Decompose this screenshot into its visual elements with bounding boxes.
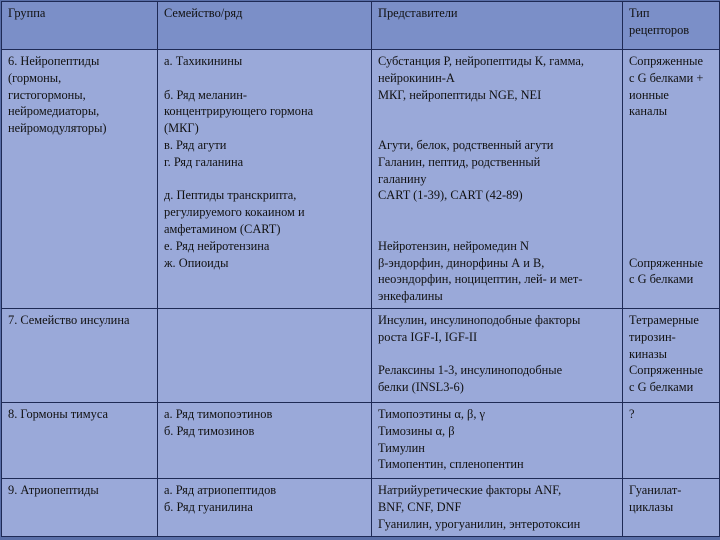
cell-family (158, 403, 372, 479)
blank-line (629, 187, 713, 204)
cell-family-text (164, 53, 365, 271)
header-group-text (8, 5, 151, 22)
header-members (372, 2, 623, 50)
text-line: 7. Семейство инсулина (8, 313, 130, 327)
text-line: Семейство/ряд (164, 6, 243, 20)
text-line: 6. Нейропептиды (8, 54, 100, 68)
text-line: BNF, CNF, DNF (378, 499, 462, 514)
table-row (2, 479, 720, 537)
text-line: с G белками (629, 272, 694, 287)
text-line: циклазы (629, 499, 674, 514)
cell-family (158, 50, 372, 309)
text-line: амфетамином (CART) (164, 221, 281, 236)
header-row (2, 2, 720, 50)
text-line: а. Тахикинины (164, 54, 243, 68)
text-line: гистогормоны, (8, 87, 86, 102)
text-line: β-эндорфин, динорфины А и В, (378, 255, 545, 270)
text-line: г. Ряд галанина (164, 154, 244, 169)
text-line: Сопряженные (629, 255, 703, 270)
cell-family-text (164, 406, 365, 440)
cell-members (372, 50, 623, 309)
text-line: киназы (629, 346, 668, 361)
text-line: (гормоны, (8, 70, 62, 85)
text-line: концентрирующего гормона (164, 104, 314, 119)
cell-members-text (378, 53, 616, 305)
text-line: Группа (8, 6, 46, 20)
blank-line (629, 221, 713, 238)
text-line: Тимулин (378, 440, 425, 455)
cell-members (372, 479, 623, 537)
text-line: Тимопоэтины α, β, γ (378, 407, 485, 421)
header-receptors (623, 2, 720, 50)
blank-line (164, 312, 365, 329)
table-row (2, 309, 720, 403)
text-line: нейромедиаторы, (8, 104, 100, 119)
text-line: Представители (378, 6, 458, 20)
text-line: Релаксины 1-3, инсулиноподобные (378, 363, 563, 378)
text-line: Сопряженные (629, 54, 703, 68)
cell-receptors-text (629, 53, 713, 288)
text-line: неоэндорфин, ноцицептин, лей- и мет- (378, 272, 583, 287)
text-line: CART (1-39), CART (42-89) (378, 188, 523, 203)
text-line: рецепторов (629, 22, 690, 37)
text-line: роста IGF-I, IGF-II (378, 329, 478, 344)
text-line: каналы (629, 104, 668, 119)
text-line: с G белками + (629, 70, 704, 85)
text-line: б. Ряд меланин- (164, 87, 248, 102)
text-line: Гуанилат- (629, 483, 682, 497)
text-line: ж. Опиоиды (164, 255, 229, 270)
text-line: тирозин- (629, 329, 676, 344)
cell-receptors (623, 479, 720, 537)
cell-receptors (623, 403, 720, 479)
text-line: (МКГ) (164, 121, 199, 136)
cell-members-text (378, 482, 616, 532)
text-line: галанину (378, 171, 427, 186)
blank-line (378, 103, 616, 120)
header-group (2, 2, 158, 50)
text-line: Натрийуретические факторы ANF, (378, 483, 562, 497)
blank-line (629, 137, 713, 154)
text-line: МКГ, нейропептиды NGE, NEI (378, 87, 542, 102)
text-line: б. Ряд гуанилина (164, 499, 253, 514)
cell-group (2, 50, 158, 309)
text-line: Агути, белок, родственный агути (378, 137, 554, 152)
text-line: белки (INSL3-6) (378, 380, 464, 395)
text-line: Тип (629, 6, 650, 20)
cell-members-text (378, 312, 616, 396)
cell-receptors-text (629, 482, 713, 516)
cell-receptors (623, 309, 720, 403)
cell-group-text (8, 53, 151, 137)
header-family-text (164, 5, 365, 22)
text-line: Галанин, пептид, родственный (378, 154, 541, 169)
blank-line (378, 204, 616, 221)
text-line: Тимопентин, спленопентин (378, 457, 524, 472)
text-line: 8. Гормоны тимуса (8, 407, 108, 421)
text-line: регулируемого кокаином и (164, 205, 305, 220)
blank-line (629, 154, 713, 171)
cell-receptors-text (629, 406, 713, 423)
text-line: е. Ряд нейротензина (164, 238, 270, 253)
text-line: а. Ряд атриопептидов (164, 483, 277, 497)
cell-family-text (164, 312, 365, 329)
text-line: Тетрамерные (629, 313, 699, 327)
cell-receptors (623, 50, 720, 309)
cell-members (372, 403, 623, 479)
cell-members-text (378, 406, 616, 473)
text-line: с G белками (629, 380, 694, 395)
header-receptors-text (629, 5, 713, 39)
cell-family-text (164, 482, 365, 516)
cell-group (2, 309, 158, 403)
text-line: нейромодуляторы) (8, 121, 107, 136)
table-row (2, 50, 720, 309)
cell-family (158, 309, 372, 403)
table-row (2, 403, 720, 479)
blank-line (629, 171, 713, 188)
blank-line (629, 238, 713, 255)
cell-group-text (8, 482, 151, 499)
text-line: ионные (629, 87, 669, 102)
text-line: 9. Атриопептиды (8, 483, 99, 497)
peptide-classification-table (1, 1, 720, 537)
blank-line (629, 120, 713, 137)
text-line: Сопряженные (629, 363, 703, 378)
text-line: Субстанция Р, нейропептиды К, гамма, (378, 54, 585, 68)
header-members-text (378, 5, 616, 22)
cell-group-text (8, 406, 151, 423)
text-line: Нейротензин, нейромедин N (378, 238, 529, 253)
text-line: Тимозины α, β (378, 423, 455, 438)
cell-group (2, 479, 158, 537)
text-line: энкефалины (378, 289, 443, 304)
text-line: б. Ряд тимозинов (164, 423, 255, 438)
text-line: Гуанилин, урогуанилин, энтеротоксин (378, 516, 581, 531)
blank-line (164, 171, 365, 188)
cell-group (2, 403, 158, 479)
blank-line (164, 70, 365, 87)
blank-line (378, 221, 616, 238)
text-line: нейрокинин-А (378, 70, 455, 85)
blank-line (378, 346, 616, 363)
text-line: ? (629, 407, 635, 421)
blank-line (378, 120, 616, 137)
cell-members (372, 309, 623, 403)
header-family (158, 2, 372, 50)
cell-receptors-text (629, 312, 713, 396)
cell-family (158, 479, 372, 537)
text-line: Инсулин, инсулиноподобные факторы (378, 313, 581, 327)
text-line: в. Ряд агути (164, 137, 227, 152)
cell-group-text (8, 312, 151, 329)
blank-line (629, 204, 713, 221)
text-line: д. Пептиды транскрипта, (164, 188, 297, 203)
text-line: а. Ряд тимопоэтинов (164, 407, 273, 421)
